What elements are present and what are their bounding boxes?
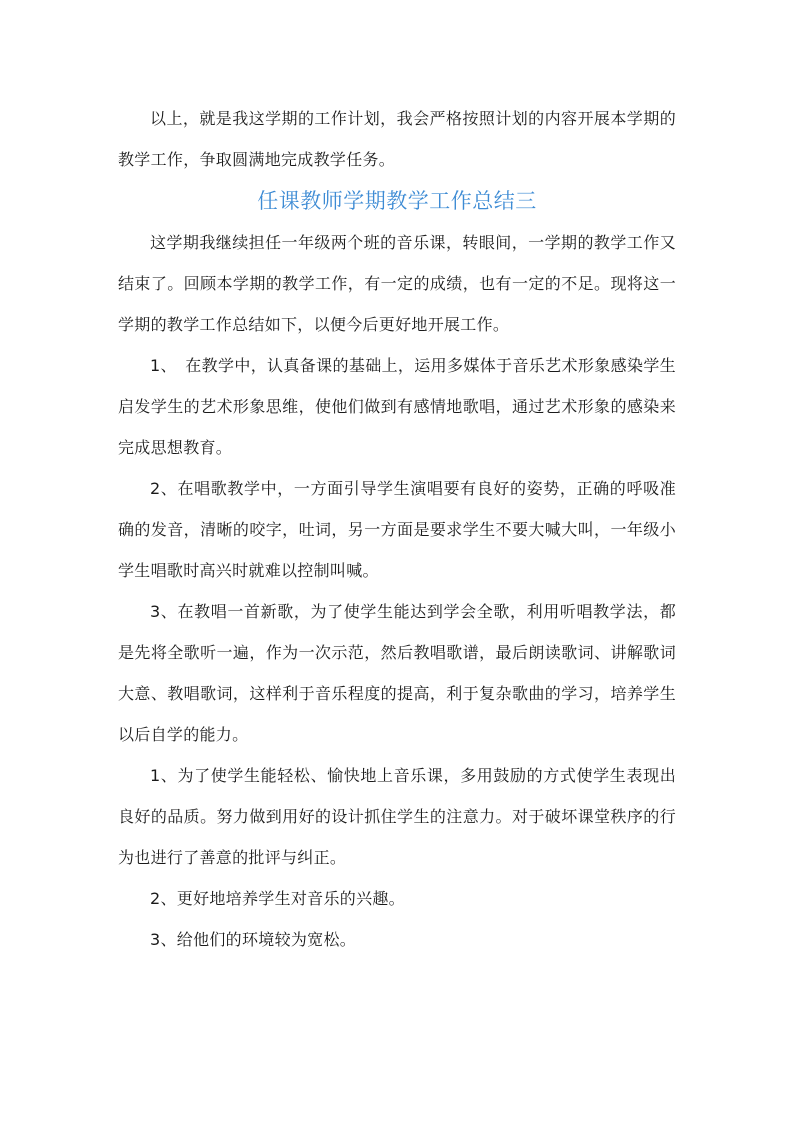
intro-paragraph: 以上，就是我这学期的工作计划，我会严格按照计划的内容开展本学期的教学工作，争取圆满地完成教学任务。 bbox=[118, 109, 676, 169]
body-paragraph-5: 1、为了使学生能轻松、愉快地上音乐课，多用鼓励的方式使学生表现出良好的品质。努力做到用好的设计抓住学生的注意力。对于破坏课堂秩序的行为也进行了善意的批评与纠正。 bbox=[118, 766, 676, 867]
body-paragraph-3: 2、在唱歌教学中，一方面引导学生演唱要有良好的姿势，正确的呼吸准确的发音，清晰的咬字，吐词，另一方面是要求学生不要大喊大叫，一年级小学生唱歌时高兴时就难以控制叫喊。 bbox=[118, 479, 676, 580]
body-paragraph-4: 3、在教唱一首新歌，为了使学生能达到学会全歌，利用听唱教学法，都是先将全歌听一遍，作为一次示范，然后教唱歌谱，最后朗读歌词、讲解歌词大意、教唱歌词，这样利于音乐程度的提高，利于复杂歌曲的学习，培养学生以后自学的能力。 bbox=[118, 602, 676, 744]
body-paragraph-7: 3、给他们的环境较为宽松。 bbox=[150, 930, 357, 949]
body-paragraph-2: 1、 在教学中，认真备课的基础上，运用多媒体于音乐艺术形象感染学生启发学生的艺术形象思维，使他们做到有感情地歌唱，通过艺术形象的感染来完成思想教育。 bbox=[118, 356, 676, 457]
document-body bbox=[118, 98, 676, 960]
body-paragraph-1: 这学期我继续担任一年级两个班的音乐课，转眼间，一学期的教学工作又结束了。回顾本学期的教学工作，有一定的成绩，也有一定的不足。现将这一学期的教学工作总结如下，以便今后更好地开展工作。 bbox=[118, 233, 676, 334]
section-heading: 任课教师学期教学工作总结三 bbox=[257, 189, 537, 213]
body-paragraph-6: 2、更好地培养学生对音乐的兴趣。 bbox=[150, 889, 405, 908]
